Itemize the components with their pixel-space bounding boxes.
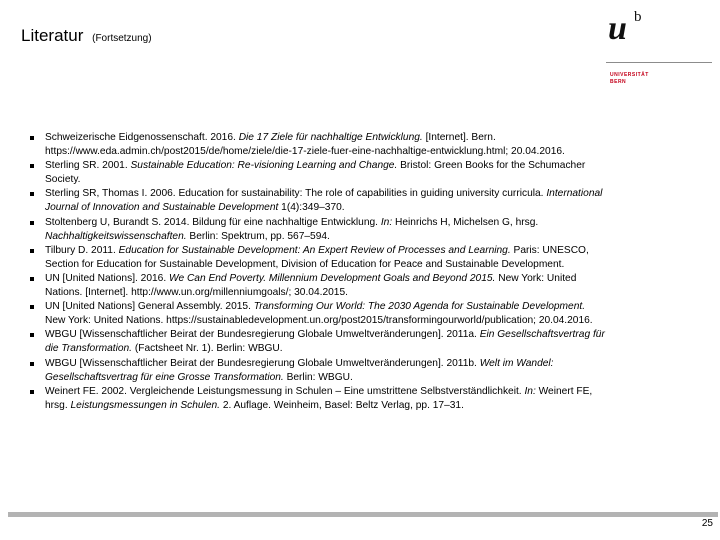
reference-italic-text: Education for Sustainable Development: An Expert Review of Processes and Learning.	[118, 244, 511, 256]
reference-text: Tilbury D. 2011.	[45, 244, 119, 256]
reference-item	[30, 187, 720, 215]
reference-text: UN [United Nations]. 2016.	[45, 272, 170, 284]
reference-line2	[45, 371, 720, 385]
reference-text: 1(4):349–370.	[278, 202, 345, 214]
reference-item	[30, 272, 720, 300]
reference-line2	[45, 286, 720, 300]
logo-divider	[606, 62, 712, 63]
bullet-icon	[30, 249, 34, 253]
logo-wordmark-line1: UNIVERSITÄT	[610, 72, 649, 78]
bullet-icon	[30, 164, 34, 168]
reference-text: Paris: UNESCO,	[510, 244, 589, 256]
reference-line1	[45, 216, 720, 230]
reference-item	[30, 159, 720, 187]
reference-text: https://www.eda.admin.ch/post2015/de/home/ziele/die-17-ziele-fuer-eine-nachhaltige-entwicklung.html; 20.04.2016.	[45, 146, 565, 158]
reference-item	[30, 328, 720, 356]
reference-line2	[45, 342, 720, 356]
reference-item	[30, 357, 720, 385]
reference-item	[30, 216, 720, 244]
reference-text: New York: United Nations. https://sustainabledevelopment.un.org/post2015/transformingourworld/publication; 20.04.2016.	[45, 315, 593, 327]
reference-text: (Factsheet Nr. 1). Berlin: WBGU.	[132, 343, 283, 355]
reference-text: Weinert FE,	[535, 385, 593, 397]
reference-line1	[45, 300, 720, 314]
reference-italic-text: We Can End Poverty. Millennium Development Goals and Beyond 2015.	[169, 272, 496, 284]
reference-line1	[45, 385, 720, 399]
reference-italic-text: Transforming Our World: The 2030 Agenda for Sustainable Development.	[253, 301, 586, 313]
logo-b-glyph: b	[634, 9, 642, 25]
reference-text: Bristol: Green Books for the Schumacher	[397, 160, 586, 172]
reference-italic-text: Gesellschaftsvertrag für eine Grosse Transformation.	[45, 371, 284, 383]
reference-line2	[45, 258, 720, 272]
reference-item	[30, 385, 720, 413]
page-title	[21, 26, 152, 46]
reference-text: WBGU [Wissenschaftlicher Beirat der Bundesregierung Globale Umweltveränderungen]. 2011b.	[45, 357, 480, 369]
reference-text: Berlin: WBGU.	[283, 371, 353, 383]
reference-line1	[45, 272, 720, 286]
reference-text: Heinrichs H, Michelsen G, hrsg.	[392, 216, 539, 228]
bullet-icon	[30, 390, 34, 394]
bullet-icon	[30, 362, 34, 366]
reference-line1	[45, 159, 720, 173]
reference-text: Section for Education for Sustainable Development, Division of Education for Peace and Sustainable Development.	[45, 258, 565, 270]
reference-italic-text: die Transformation.	[45, 343, 133, 355]
bullet-icon	[30, 136, 34, 140]
page-number: 25	[701, 518, 713, 529]
reference-line2	[45, 173, 720, 187]
reference-text: WBGU [Wissenschaftlicher Beirat der Bundesregierung Globale Umweltveränderungen]. 2011a.	[45, 329, 480, 341]
reference-text: Sterling SR. 2001.	[45, 160, 131, 172]
reference-text: Nations. [Internet]. http://www.un.org/millenniumgoals/; 30.04.2015.	[45, 287, 348, 299]
bullet-icon	[30, 305, 34, 309]
reference-text: [Internet]. Bern.	[422, 132, 496, 143]
reference-line1	[45, 187, 720, 201]
reference-text: UN [United Nations] General Assembly. 2015.	[45, 301, 254, 313]
logo-wordmark	[610, 72, 690, 86]
reference-line1	[45, 357, 720, 371]
bullet-icon	[30, 221, 34, 225]
reference-line2	[45, 314, 720, 328]
reference-item	[30, 244, 720, 272]
reference-italic-text: Nachhaltigkeitswissenschaften.	[45, 230, 187, 242]
reference-italic-text: Leistungsmessungen in Schulen.	[70, 399, 220, 411]
reference-italic-text: Journal of Innovation and Sustainable Development	[45, 202, 279, 214]
reference-text: 2. Auflage. Weinheim, Basel: Beltz Verlag, pp. 17–31.	[220, 399, 464, 411]
logo-wordmark-line2: BERN	[610, 79, 627, 85]
reference-line1	[45, 328, 720, 342]
reference-text: Sterling SR, Thomas I. 2006. Education for sustainability: The role of capabilities in guiding university curricula.	[45, 188, 547, 200]
reference-line2	[45, 201, 720, 215]
reference-item	[30, 300, 720, 328]
reference-text: Weinert FE. 2002. Vergleichende Leistungsmessung in Schulen – Eine umstrittene Selbstverständlichkeit.	[45, 385, 525, 397]
footer-divider	[8, 512, 718, 517]
reference-item	[30, 131, 720, 159]
reference-text: Berlin: Spektrum, pp. 567–594.	[186, 230, 330, 242]
reference-text: hrsg.	[45, 399, 71, 411]
reference-line2	[45, 399, 720, 413]
reference-line1	[45, 244, 720, 258]
reference-line1	[45, 131, 720, 145]
reference-italic-text: Die 17 Ziele für nachhaltige Entwicklung.	[238, 132, 423, 143]
logo-u-glyph: u	[608, 10, 626, 47]
bullet-icon	[30, 192, 34, 196]
bullet-icon	[30, 333, 34, 337]
title-subtitle: (Fortsetzung)	[92, 33, 152, 44]
reference-italic-text: International	[546, 188, 603, 200]
title-text: Literatur	[21, 26, 84, 45]
reference-italic-text: Sustainable Education: Re-visioning Learning and Change.	[130, 160, 398, 172]
reference-line2	[45, 145, 720, 159]
reference-text: New York: United	[495, 272, 577, 284]
reference-italic-text: Welt im Wandel:	[479, 357, 554, 369]
reference-text: Stoltenberg U, Burandt S. 2014. Bildung für eine nachhaltige Entwicklung.	[45, 216, 381, 228]
reference-italic-text: In:	[380, 216, 393, 228]
university-logo	[606, 6, 716, 96]
reference-line2	[45, 230, 720, 244]
reference-list	[30, 131, 720, 413]
reference-text: Schweizerische Eidgenossenschaft. 2016.	[45, 132, 239, 143]
reference-italic-text: In:	[524, 385, 536, 397]
reference-text: Society.	[45, 174, 81, 186]
reference-italic-text: Ein Gesellschaftsvertrag für	[479, 329, 605, 341]
bullet-icon	[30, 277, 34, 281]
